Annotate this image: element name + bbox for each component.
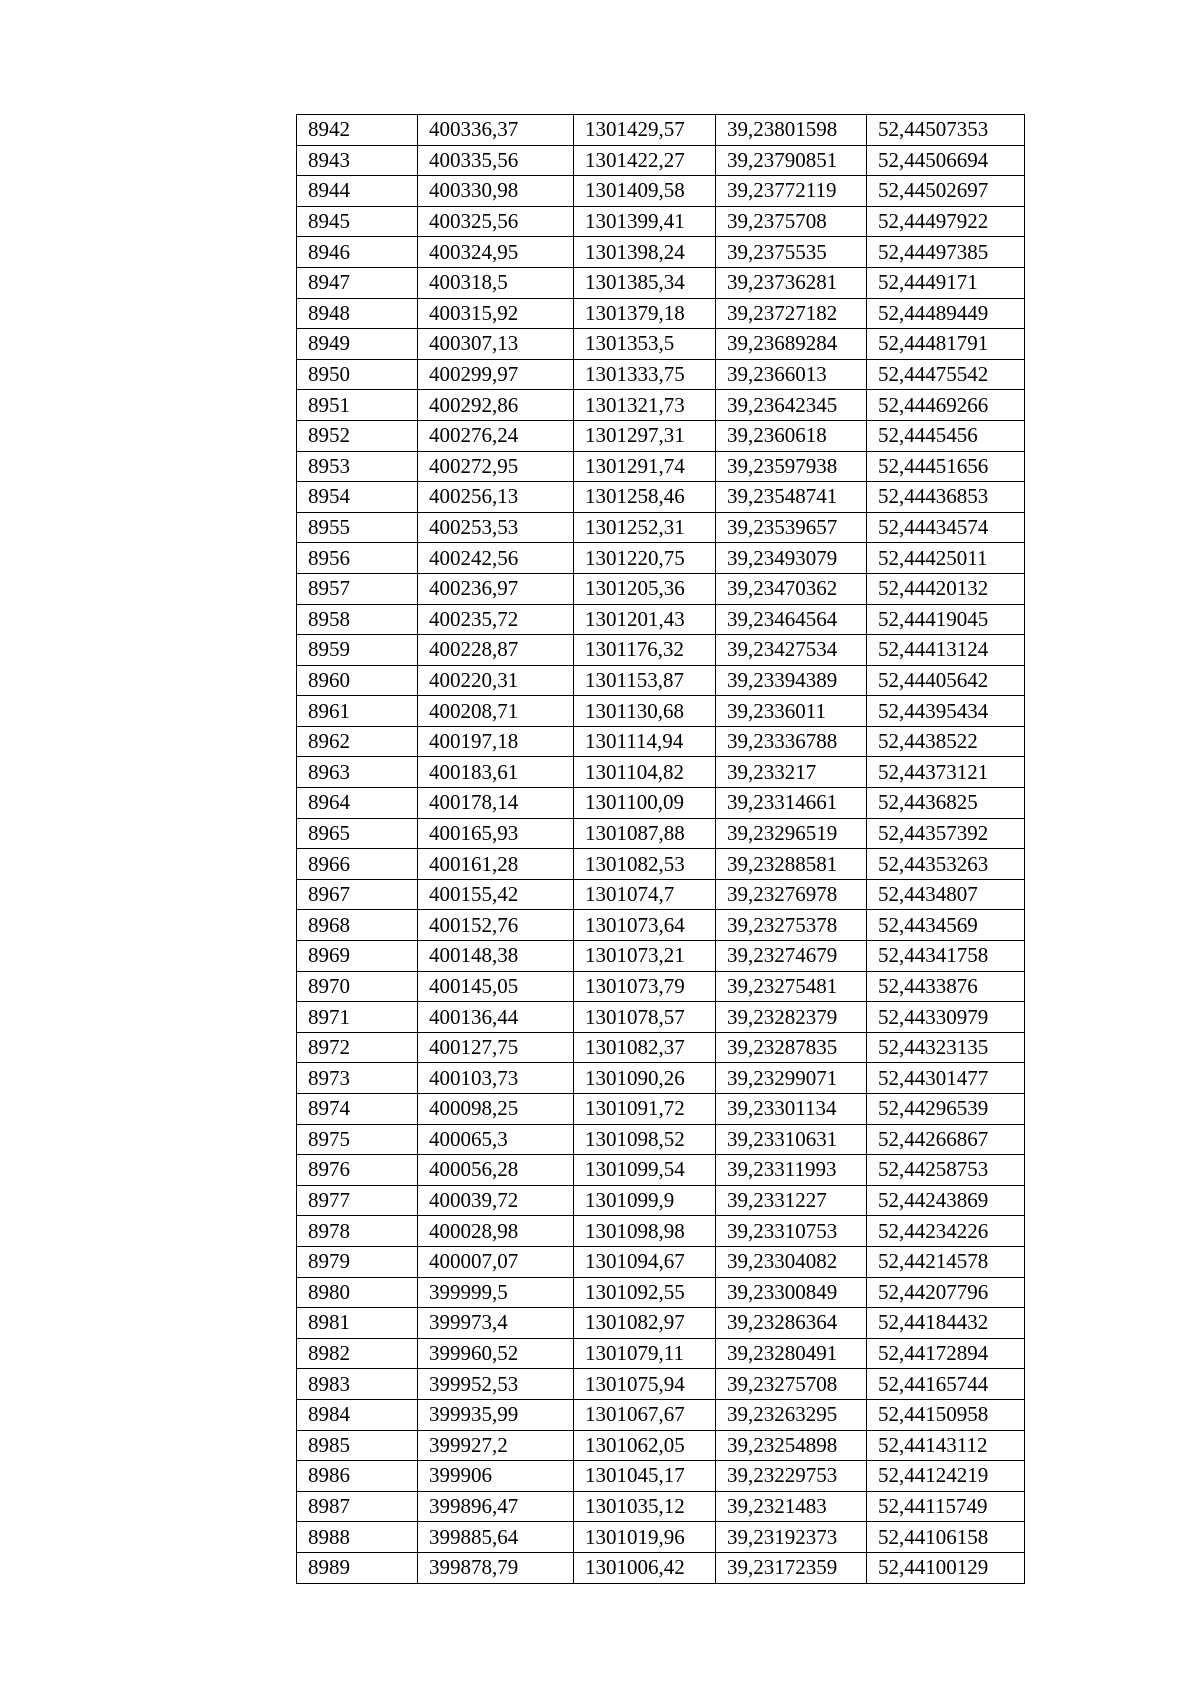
x-coordinate-cell: 400183,61: [418, 757, 574, 788]
point-number-cell: 8972: [297, 1032, 418, 1063]
table-row: [297, 971, 1025, 1002]
table-row: [297, 1430, 1025, 1461]
latitude-cell: 52,44502697: [867, 176, 1025, 207]
x-coordinate-cell: 399973,4: [418, 1308, 574, 1339]
table-row: [297, 665, 1025, 696]
x-coordinate-cell: 400161,28: [418, 849, 574, 880]
latitude-cell: 52,44172894: [867, 1338, 1025, 1369]
y-coordinate-cell: 1301092,55: [574, 1277, 716, 1308]
x-coordinate-cell: 400197,18: [418, 726, 574, 757]
y-coordinate-cell: 1301353,5: [574, 329, 716, 360]
point-number-cell: 8974: [297, 1094, 418, 1125]
table-row: [297, 512, 1025, 543]
y-coordinate-cell: 1301114,94: [574, 726, 716, 757]
y-coordinate-cell: 1301006,42: [574, 1552, 716, 1583]
point-number-cell: 8954: [297, 482, 418, 513]
x-coordinate-cell: 400292,86: [418, 390, 574, 421]
table-row: [297, 941, 1025, 972]
latitude-cell: 52,4434807: [867, 879, 1025, 910]
y-coordinate-cell: 1301073,79: [574, 971, 716, 1002]
y-coordinate-cell: 1301398,24: [574, 237, 716, 268]
y-coordinate-cell: 1301409,58: [574, 176, 716, 207]
point-number-cell: 8968: [297, 910, 418, 941]
y-coordinate-cell: 1301067,67: [574, 1399, 716, 1430]
point-number-cell: 8948: [297, 298, 418, 329]
table-row: [297, 1491, 1025, 1522]
y-coordinate-cell: 1301087,88: [574, 818, 716, 849]
x-coordinate-cell: 400242,56: [418, 543, 574, 574]
latitude-cell: 52,44413124: [867, 635, 1025, 666]
x-coordinate-cell: 400307,13: [418, 329, 574, 360]
y-coordinate-cell: 1301019,96: [574, 1522, 716, 1553]
table-row: [297, 482, 1025, 513]
longitude-cell: 39,23314661: [716, 788, 867, 819]
y-coordinate-cell: 1301333,75: [574, 359, 716, 390]
table-row: [297, 1063, 1025, 1094]
longitude-cell: 39,2375708: [716, 206, 867, 237]
longitude-cell: 39,23727182: [716, 298, 867, 329]
latitude-cell: 52,44115749: [867, 1491, 1025, 1522]
y-coordinate-cell: 1301035,12: [574, 1491, 716, 1522]
longitude-cell: 39,23254898: [716, 1430, 867, 1461]
y-coordinate-cell: 1301099,9: [574, 1185, 716, 1216]
latitude-cell: 52,44100129: [867, 1552, 1025, 1583]
longitude-cell: 39,23493079: [716, 543, 867, 574]
point-number-cell: 8969: [297, 941, 418, 972]
longitude-cell: 39,23790851: [716, 145, 867, 176]
x-coordinate-cell: 400098,25: [418, 1094, 574, 1125]
latitude-cell: 52,44489449: [867, 298, 1025, 329]
point-number-cell: 8964: [297, 788, 418, 819]
x-coordinate-cell: 400136,44: [418, 1002, 574, 1033]
y-coordinate-cell: 1301205,36: [574, 573, 716, 604]
table-row: [297, 1032, 1025, 1063]
x-coordinate-cell: 400236,97: [418, 573, 574, 604]
longitude-cell: 39,23310753: [716, 1216, 867, 1247]
point-number-cell: 8966: [297, 849, 418, 880]
x-coordinate-cell: 400336,37: [418, 115, 574, 146]
longitude-cell: 39,23310631: [716, 1124, 867, 1155]
y-coordinate-cell: 1301074,7: [574, 879, 716, 910]
longitude-cell: 39,23300849: [716, 1277, 867, 1308]
x-coordinate-cell: 400127,75: [418, 1032, 574, 1063]
x-coordinate-cell: 400318,5: [418, 267, 574, 298]
point-number-cell: 8960: [297, 665, 418, 696]
point-number-cell: 8982: [297, 1338, 418, 1369]
longitude-cell: 39,2360618: [716, 420, 867, 451]
table-row: [297, 543, 1025, 574]
y-coordinate-cell: 1301082,53: [574, 849, 716, 880]
table-row: [297, 1461, 1025, 1492]
table-row: [297, 696, 1025, 727]
table-row: [297, 176, 1025, 207]
latitude-cell: 52,44296539: [867, 1094, 1025, 1125]
table-row: [297, 788, 1025, 819]
point-number-cell: 8981: [297, 1308, 418, 1339]
point-number-cell: 8983: [297, 1369, 418, 1400]
y-coordinate-cell: 1301201,43: [574, 604, 716, 635]
latitude-cell: 52,44207796: [867, 1277, 1025, 1308]
table-row: [297, 1552, 1025, 1583]
x-coordinate-cell: 400007,07: [418, 1246, 574, 1277]
x-coordinate-cell: 400155,42: [418, 879, 574, 910]
longitude-cell: 39,23287835: [716, 1032, 867, 1063]
point-number-cell: 8961: [297, 696, 418, 727]
latitude-cell: 52,44184432: [867, 1308, 1025, 1339]
point-number-cell: 8967: [297, 879, 418, 910]
latitude-cell: 52,44214578: [867, 1246, 1025, 1277]
point-number-cell: 8980: [297, 1277, 418, 1308]
y-coordinate-cell: 1301422,27: [574, 145, 716, 176]
latitude-cell: 52,44419045: [867, 604, 1025, 635]
table-row: [297, 1308, 1025, 1339]
point-number-cell: 8970: [297, 971, 418, 1002]
longitude-cell: 39,2366013: [716, 359, 867, 390]
y-coordinate-cell: 1301090,26: [574, 1063, 716, 1094]
table-row: [297, 1124, 1025, 1155]
x-coordinate-cell: 400039,72: [418, 1185, 574, 1216]
longitude-cell: 39,2321483: [716, 1491, 867, 1522]
point-number-cell: 8965: [297, 818, 418, 849]
y-coordinate-cell: 1301399,41: [574, 206, 716, 237]
y-coordinate-cell: 1301078,57: [574, 1002, 716, 1033]
latitude-cell: 52,44497922: [867, 206, 1025, 237]
longitude-cell: 39,23642345: [716, 390, 867, 421]
point-number-cell: 8978: [297, 1216, 418, 1247]
table-row: [297, 818, 1025, 849]
x-coordinate-cell: 399896,47: [418, 1491, 574, 1522]
point-number-cell: 8942: [297, 115, 418, 146]
latitude-cell: 52,44357392: [867, 818, 1025, 849]
table-row: [297, 635, 1025, 666]
table-row: [297, 1277, 1025, 1308]
longitude-cell: 39,23394389: [716, 665, 867, 696]
latitude-cell: 52,44106158: [867, 1522, 1025, 1553]
y-coordinate-cell: 1301429,57: [574, 115, 716, 146]
latitude-cell: 52,44124219: [867, 1461, 1025, 1492]
point-number-cell: 8976: [297, 1155, 418, 1186]
table-row: [297, 604, 1025, 635]
y-coordinate-cell: 1301176,32: [574, 635, 716, 666]
longitude-cell: 39,23304082: [716, 1246, 867, 1277]
table-row: [297, 910, 1025, 941]
point-number-cell: 8956: [297, 543, 418, 574]
longitude-cell: 39,23229753: [716, 1461, 867, 1492]
longitude-cell: 39,23597938: [716, 451, 867, 482]
table-row: [297, 1399, 1025, 1430]
latitude-cell: 52,44234226: [867, 1216, 1025, 1247]
latitude-cell: 52,44341758: [867, 941, 1025, 972]
latitude-cell: 52,44150958: [867, 1399, 1025, 1430]
x-coordinate-cell: 400228,87: [418, 635, 574, 666]
x-coordinate-cell: 400299,97: [418, 359, 574, 390]
table-row: [297, 849, 1025, 880]
x-coordinate-cell: 399906: [418, 1461, 574, 1492]
point-number-cell: 8951: [297, 390, 418, 421]
table-row: [297, 298, 1025, 329]
y-coordinate-cell: 1301153,87: [574, 665, 716, 696]
table-row: [297, 1155, 1025, 1186]
longitude-cell: 39,23172359: [716, 1552, 867, 1583]
y-coordinate-cell: 1301379,18: [574, 298, 716, 329]
y-coordinate-cell: 1301258,46: [574, 482, 716, 513]
latitude-cell: 52,44143112: [867, 1430, 1025, 1461]
longitude-cell: 39,23296519: [716, 818, 867, 849]
table-row: [297, 451, 1025, 482]
latitude-cell: 52,44243869: [867, 1185, 1025, 1216]
y-coordinate-cell: 1301385,34: [574, 267, 716, 298]
x-coordinate-cell: 400272,95: [418, 451, 574, 482]
y-coordinate-cell: 1301094,67: [574, 1246, 716, 1277]
y-coordinate-cell: 1301062,05: [574, 1430, 716, 1461]
x-coordinate-cell: 400148,38: [418, 941, 574, 972]
point-number-cell: 8973: [297, 1063, 418, 1094]
x-coordinate-cell: 400235,72: [418, 604, 574, 635]
longitude-cell: 39,233217: [716, 757, 867, 788]
y-coordinate-cell: 1301099,54: [574, 1155, 716, 1186]
longitude-cell: 39,23427534: [716, 635, 867, 666]
latitude-cell: 52,44451656: [867, 451, 1025, 482]
point-number-cell: 8989: [297, 1552, 418, 1583]
longitude-cell: 39,23336788: [716, 726, 867, 757]
table-row: [297, 879, 1025, 910]
y-coordinate-cell: 1301091,72: [574, 1094, 716, 1125]
longitude-cell: 39,23539657: [716, 512, 867, 543]
table-row: [297, 206, 1025, 237]
longitude-cell: 39,23801598: [716, 115, 867, 146]
table-row: [297, 573, 1025, 604]
longitude-cell: 39,2336011: [716, 696, 867, 727]
x-coordinate-cell: 399885,64: [418, 1522, 574, 1553]
table-row: [297, 115, 1025, 146]
longitude-cell: 39,23286364: [716, 1308, 867, 1339]
y-coordinate-cell: 1301130,68: [574, 696, 716, 727]
latitude-cell: 52,44434574: [867, 512, 1025, 543]
latitude-cell: 52,44425011: [867, 543, 1025, 574]
latitude-cell: 52,44258753: [867, 1155, 1025, 1186]
table-row: [297, 420, 1025, 451]
y-coordinate-cell: 1301321,73: [574, 390, 716, 421]
longitude-cell: 39,23736281: [716, 267, 867, 298]
y-coordinate-cell: 1301075,94: [574, 1369, 716, 1400]
point-number-cell: 8985: [297, 1430, 418, 1461]
y-coordinate-cell: 1301100,09: [574, 788, 716, 819]
latitude-cell: 52,44405642: [867, 665, 1025, 696]
latitude-cell: 52,44165744: [867, 1369, 1025, 1400]
table-row: [297, 757, 1025, 788]
y-coordinate-cell: 1301079,11: [574, 1338, 716, 1369]
longitude-cell: 39,23263295: [716, 1399, 867, 1430]
longitude-cell: 39,23689284: [716, 329, 867, 360]
table-row: [297, 329, 1025, 360]
table-row: [297, 359, 1025, 390]
point-number-cell: 8963: [297, 757, 418, 788]
latitude-cell: 52,44323135: [867, 1032, 1025, 1063]
x-coordinate-cell: 400208,71: [418, 696, 574, 727]
latitude-cell: 52,44506694: [867, 145, 1025, 176]
latitude-cell: 52,4445456: [867, 420, 1025, 451]
y-coordinate-cell: 1301098,98: [574, 1216, 716, 1247]
latitude-cell: 52,4433876: [867, 971, 1025, 1002]
point-number-cell: 8987: [297, 1491, 418, 1522]
y-coordinate-cell: 1301073,64: [574, 910, 716, 941]
y-coordinate-cell: 1301073,21: [574, 941, 716, 972]
latitude-cell: 52,4434569: [867, 910, 1025, 941]
latitude-cell: 52,44373121: [867, 757, 1025, 788]
point-number-cell: 8945: [297, 206, 418, 237]
y-coordinate-cell: 1301082,97: [574, 1308, 716, 1339]
point-number-cell: 8944: [297, 176, 418, 207]
y-coordinate-cell: 1301045,17: [574, 1461, 716, 1492]
longitude-cell: 39,23288581: [716, 849, 867, 880]
table-row: [297, 145, 1025, 176]
point-number-cell: 8959: [297, 635, 418, 666]
x-coordinate-cell: 399952,53: [418, 1369, 574, 1400]
x-coordinate-cell: 399960,52: [418, 1338, 574, 1369]
table-row: [297, 726, 1025, 757]
table-row: [297, 1002, 1025, 1033]
x-coordinate-cell: 400220,31: [418, 665, 574, 696]
latitude-cell: 52,4449171: [867, 267, 1025, 298]
point-number-cell: 8947: [297, 267, 418, 298]
x-coordinate-cell: 400028,98: [418, 1216, 574, 1247]
point-number-cell: 8958: [297, 604, 418, 635]
x-coordinate-cell: 400152,76: [418, 910, 574, 941]
longitude-cell: 39,23311993: [716, 1155, 867, 1186]
longitude-cell: 39,23192373: [716, 1522, 867, 1553]
x-coordinate-cell: 400065,3: [418, 1124, 574, 1155]
point-number-cell: 8952: [297, 420, 418, 451]
point-number-cell: 8962: [297, 726, 418, 757]
point-number-cell: 8986: [297, 1461, 418, 1492]
point-number-cell: 8957: [297, 573, 418, 604]
latitude-cell: 52,44353263: [867, 849, 1025, 880]
point-number-cell: 8946: [297, 237, 418, 268]
x-coordinate-cell: 400178,14: [418, 788, 574, 819]
point-number-cell: 8955: [297, 512, 418, 543]
longitude-cell: 39,23280491: [716, 1338, 867, 1369]
x-coordinate-cell: 400335,56: [418, 145, 574, 176]
table-row: [297, 1246, 1025, 1277]
longitude-cell: 39,23470362: [716, 573, 867, 604]
y-coordinate-cell: 1301104,82: [574, 757, 716, 788]
y-coordinate-cell: 1301082,37: [574, 1032, 716, 1063]
longitude-cell: 39,23301134: [716, 1094, 867, 1125]
table-row: [297, 1369, 1025, 1400]
longitude-cell: 39,23275708: [716, 1369, 867, 1400]
longitude-cell: 39,23275378: [716, 910, 867, 941]
y-coordinate-cell: 1301297,31: [574, 420, 716, 451]
longitude-cell: 39,23275481: [716, 971, 867, 1002]
table-row: [297, 1094, 1025, 1125]
x-coordinate-cell: 400330,98: [418, 176, 574, 207]
longitude-cell: 39,2331227: [716, 1185, 867, 1216]
x-coordinate-cell: 400324,95: [418, 237, 574, 268]
table-row: [297, 237, 1025, 268]
longitude-cell: 39,23464564: [716, 604, 867, 635]
longitude-cell: 39,23299071: [716, 1063, 867, 1094]
table-row: [297, 1216, 1025, 1247]
latitude-cell: 52,44395434: [867, 696, 1025, 727]
latitude-cell: 52,44436853: [867, 482, 1025, 513]
y-coordinate-cell: 1301291,74: [574, 451, 716, 482]
longitude-cell: 39,2375535: [716, 237, 867, 268]
latitude-cell: 52,4436825: [867, 788, 1025, 819]
x-coordinate-cell: 400145,05: [418, 971, 574, 1002]
latitude-cell: 52,44330979: [867, 1002, 1025, 1033]
point-number-cell: 8984: [297, 1399, 418, 1430]
table-row: [297, 390, 1025, 421]
point-number-cell: 8949: [297, 329, 418, 360]
x-coordinate-cell: 399999,5: [418, 1277, 574, 1308]
point-number-cell: 8953: [297, 451, 418, 482]
latitude-cell: 52,44301477: [867, 1063, 1025, 1094]
y-coordinate-cell: 1301098,52: [574, 1124, 716, 1155]
longitude-cell: 39,23772119: [716, 176, 867, 207]
latitude-cell: 52,44507353: [867, 115, 1025, 146]
latitude-cell: 52,44475542: [867, 359, 1025, 390]
x-coordinate-cell: 399935,99: [418, 1399, 574, 1430]
x-coordinate-cell: 400256,13: [418, 482, 574, 513]
point-number-cell: 8979: [297, 1246, 418, 1277]
table-row: [297, 1338, 1025, 1369]
x-coordinate-cell: 400165,93: [418, 818, 574, 849]
x-coordinate-cell: 400315,92: [418, 298, 574, 329]
longitude-cell: 39,23276978: [716, 879, 867, 910]
point-number-cell: 8975: [297, 1124, 418, 1155]
point-number-cell: 8977: [297, 1185, 418, 1216]
longitude-cell: 39,23548741: [716, 482, 867, 513]
latitude-cell: 52,44420132: [867, 573, 1025, 604]
coordinates-table: [296, 114, 1025, 1584]
latitude-cell: 52,44469266: [867, 390, 1025, 421]
point-number-cell: 8988: [297, 1522, 418, 1553]
table-row: [297, 1185, 1025, 1216]
latitude-cell: 52,4438522: [867, 726, 1025, 757]
x-coordinate-cell: 399927,2: [418, 1430, 574, 1461]
point-number-cell: 8943: [297, 145, 418, 176]
x-coordinate-cell: 400325,56: [418, 206, 574, 237]
y-coordinate-cell: 1301220,75: [574, 543, 716, 574]
coordinates-table-body: [297, 115, 1025, 1584]
table-row: [297, 267, 1025, 298]
point-number-cell: 8950: [297, 359, 418, 390]
x-coordinate-cell: 400103,73: [418, 1063, 574, 1094]
point-number-cell: 8971: [297, 1002, 418, 1033]
latitude-cell: 52,44266867: [867, 1124, 1025, 1155]
longitude-cell: 39,23274679: [716, 941, 867, 972]
x-coordinate-cell: 399878,79: [418, 1552, 574, 1583]
longitude-cell: 39,23282379: [716, 1002, 867, 1033]
y-coordinate-cell: 1301252,31: [574, 512, 716, 543]
x-coordinate-cell: 400056,28: [418, 1155, 574, 1186]
latitude-cell: 52,44497385: [867, 237, 1025, 268]
table-row: [297, 1522, 1025, 1553]
latitude-cell: 52,44481791: [867, 329, 1025, 360]
x-coordinate-cell: 400253,53: [418, 512, 574, 543]
x-coordinate-cell: 400276,24: [418, 420, 574, 451]
